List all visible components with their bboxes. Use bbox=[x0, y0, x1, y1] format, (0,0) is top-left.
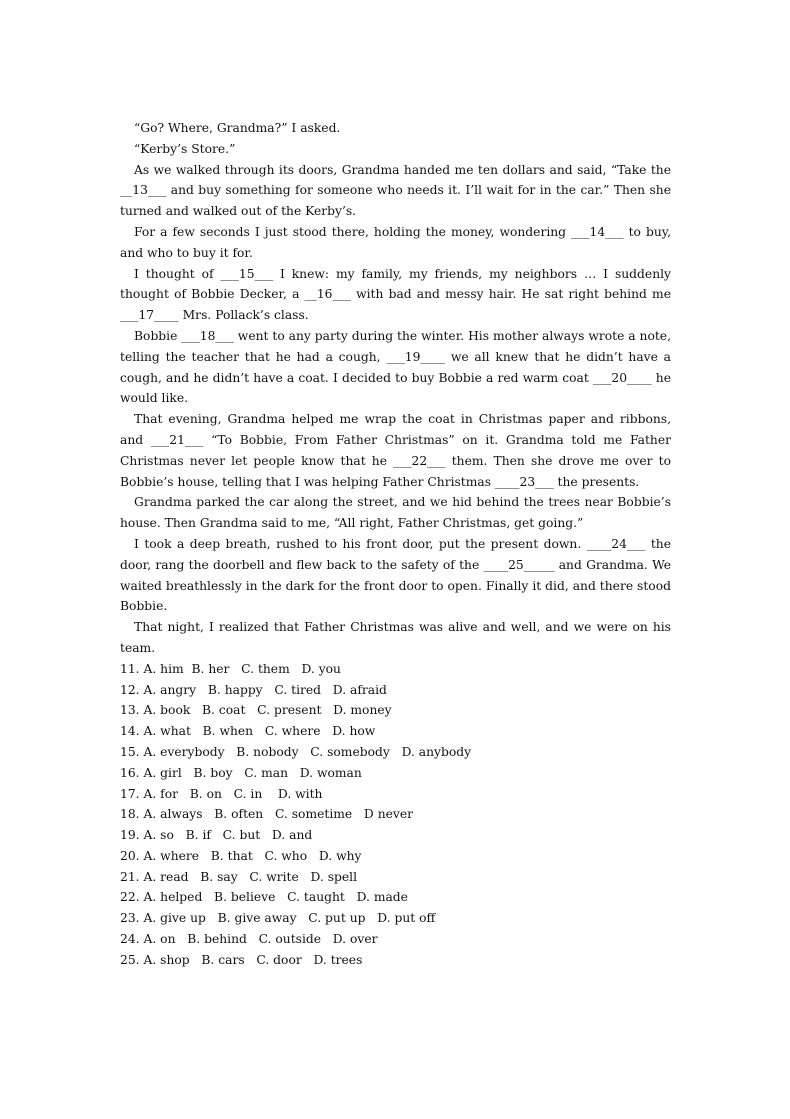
answer-option-18: 18. A. always B. often C. sometime D never bbox=[120, 807, 413, 822]
passage-paragraph: As we walked through its doors, Grandma handed me ten dollars and said, “Take the __13___ and buy something for someone who needs it. I’ll wait for in the car.” Then she turned and walked out of the Kerby’s. bbox=[120, 162, 671, 219]
answer-option-25: 25. A. shop B. cars C. door D. trees bbox=[120, 952, 363, 967]
answer-options-list bbox=[120, 659, 671, 971]
answer-option-12: 12. A. angry B. happy C. tired D. afraid bbox=[120, 682, 387, 697]
passage-paragraph: Bobbie ___18___ went to any party during the winter. His mother always wrote a note, telling the teacher that he had a cough, ___19____ we all knew that he didn’t have a cough, and he didn’t have a coat. I decided to buy Bobbie a red warm coat ___20____ he would like. bbox=[120, 328, 671, 406]
answer-option-22: 22. A. helped B. believe C. taught D. made bbox=[120, 890, 408, 905]
document-page bbox=[120, 118, 671, 971]
answer-option-24: 24. A. on B. behind C. outside D. over bbox=[120, 932, 378, 947]
passage-paragraph: That night, I realized that Father Christmas was alive and well, and we were on his team. bbox=[120, 620, 671, 655]
story-passage bbox=[120, 118, 671, 659]
passage-paragraph: “Go? Where, Grandma?” I asked. bbox=[134, 121, 341, 135]
passage-paragraph: I took a deep breath, rushed to his front door, put the present down. ____24___ the door, rang the doorbell and flew back to the safety of the ____25_____ and Grandma. We waited breathlessly in the dark for the front door to open. Finally it did, and there stood Bobbie. bbox=[120, 536, 671, 614]
passage-paragraph: Grandma parked the car along the street, and we hid behind the trees near Bobbie’s house. Then Grandma said to me, “All right, Father Christmas, get going.” bbox=[120, 495, 671, 531]
passage-paragraph: That evening, Grandma helped me wrap the coat in Christmas paper and ribbons, and ___21___ “To Bobbie, From Father Christmas” on it. Grandma told me Father Christmas never let people know that he ___22___ them. Then she drove me over to Bobbie’s house, telling that I was helping Father Christmas ____23___ the presents. bbox=[120, 412, 671, 489]
answer-option-13: 13. A. book B. coat C. present D. money bbox=[120, 703, 392, 718]
answer-option-14: 14. A. what B. when C. where D. how bbox=[120, 724, 376, 739]
answer-option-15: 15. A. everybody B. nobody C. somebody D. anybody bbox=[120, 744, 472, 759]
answer-option-20: 20. A. where B. that C. who D. why bbox=[120, 848, 362, 863]
passage-paragraph: “Kerby’s Store.” bbox=[134, 141, 236, 156]
passage-paragraph: I thought of ___15___ I knew: my family, my friends, my neighbors … I suddenly thought of Bobbie Decker, a __16___ with bad and messy hair. He sat right behind me ___17____ Mrs. Pollack’s class. bbox=[120, 266, 671, 323]
answer-option-11: 11. A. him B. her C. them D. you bbox=[120, 661, 341, 676]
answer-option-21: 21. A. read B. say C. write D. spell bbox=[120, 869, 358, 884]
answer-option-19: 19. A. so B. if C. but D. and bbox=[120, 828, 313, 843]
answer-option-23: 23. A. give up B. give away C. put up D. put off bbox=[120, 911, 436, 926]
answer-option-17: 17. A. for B. on C. in D. with bbox=[120, 786, 323, 801]
answer-option-16: 16. A. girl B. boy C. man D. woman bbox=[120, 765, 362, 780]
passage-paragraph: For a few seconds I just stood there, holding the money, wondering ___14___ to buy, and who to buy it for. bbox=[120, 224, 671, 260]
